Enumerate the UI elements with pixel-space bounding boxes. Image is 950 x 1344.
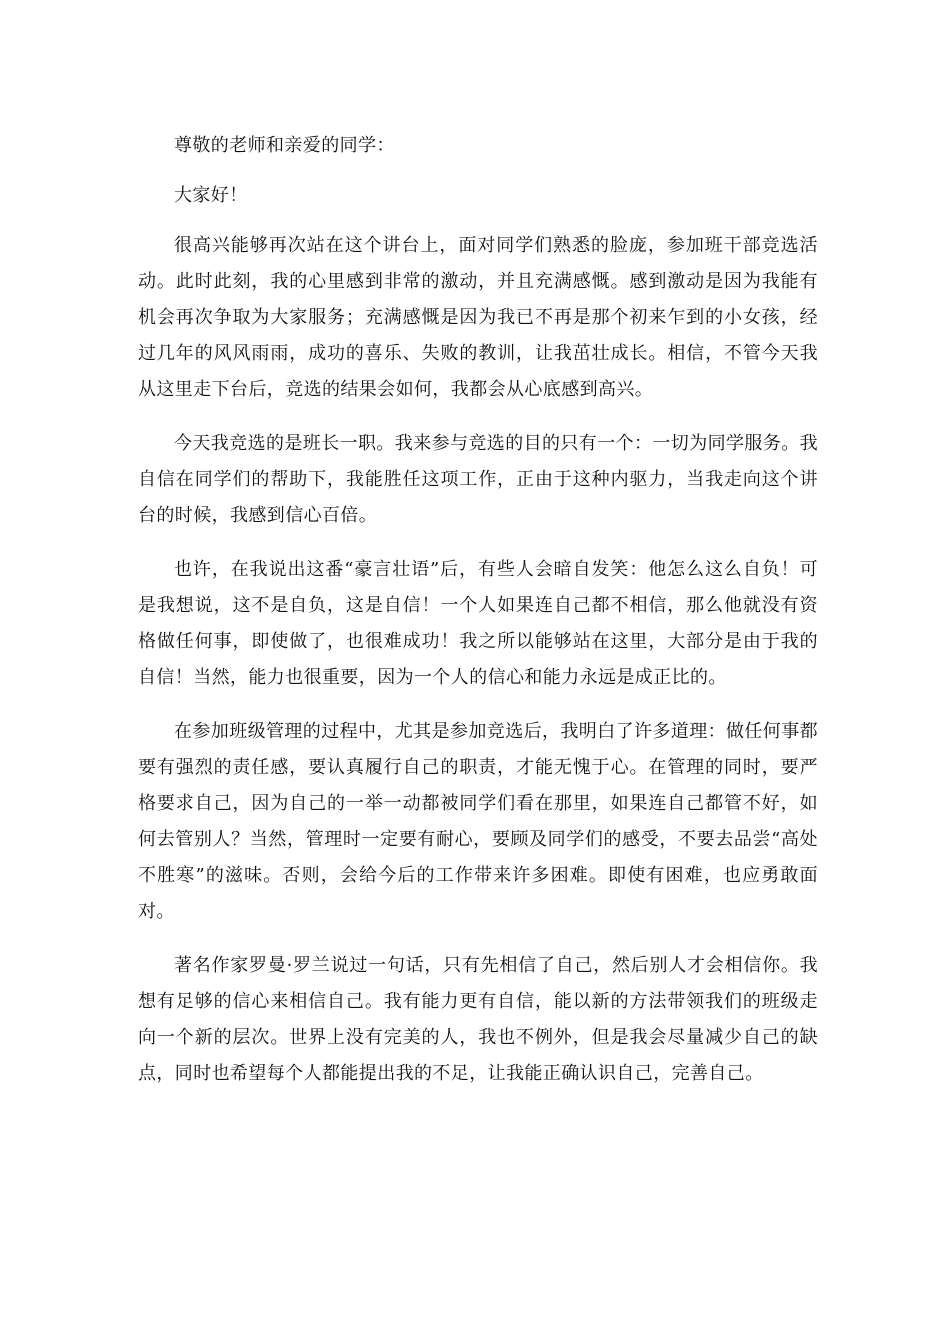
paragraph-closing: 著名作家罗曼·罗兰说过一句话，只有先相信了自己，然后别人才会相信你。我想有足够的信心来相信自己。我有能力更有自信，能以新的方法带领我们的班级走向一个新的层次。世界上没有完美的人，我也不例外，但是我会尽量减少自己的缺点，同时也希望每个人都能提出我的不足，让我能正确认识自己，完善自己。 [138,955,818,1084]
salutation: 尊敬的老师和亲爱的同学： [174,135,395,156]
paragraph-confidence: 也许，在我说出这番“豪言壮语”后，有些人会暗自发笑：他怎么这么自负！可是我想说，这不是自负，这是自信！一个人如果连自己都不相信，那么他就没有资格做任何事，即使做了，也很难成功！我之所以能够站在这里，大部分是由于我的自信！当然，能力也很重要，因为一个人的信心和能力永远是成正比的。 [138,559,818,688]
paragraph-position: 今天我竞选的是班长一职。我来参与竞选的目的只有一个：一切为同学服务。我自信在同学们的帮助下，我能胜任这项工作，正由于这种内驱力，当我走向这个讲台的时候，我感到信心百倍。 [138,433,818,526]
paragraph-intro: 很高兴能够再次站在这个讲台上，面对同学们熟悉的脸庞，参加班干部竞选活动。此时此刻，我的心里感到非常的激动，并且充满感慨。感到激动是因为我能有机会再次争取为大家服务；充满感慨是因为我已不再是那个初来乍到的小女孩，经过几年的风风雨雨，成功的喜乐、失败的教训，让我茁壮成长。相信，不管今天我从这里走下台后，竞选的结果会如何，我都会从心底感到高兴。 [138,235,818,400]
speech-text [138,128,818,1110]
paragraph-management: 在参加班级管理的过程中，尤其是参加竞选后，我明白了许多道理：做任何事都要有强烈的责任感，要认真履行自己的职责，才能无愧于心。在管理的同时，要严格要求自己，因为自己的一举一动都被同学们看在那里，如果连自己都管不好，如何去管别人？当然，管理时一定要有耐心，要顾及同学们的感受，不要去品尝“高处不胜寒”的滋味。否则，会给今后的工作带来许多困难。即使有困难，也应勇敢面对。 [138,721,818,922]
greeting: 大家好！ [174,185,248,206]
